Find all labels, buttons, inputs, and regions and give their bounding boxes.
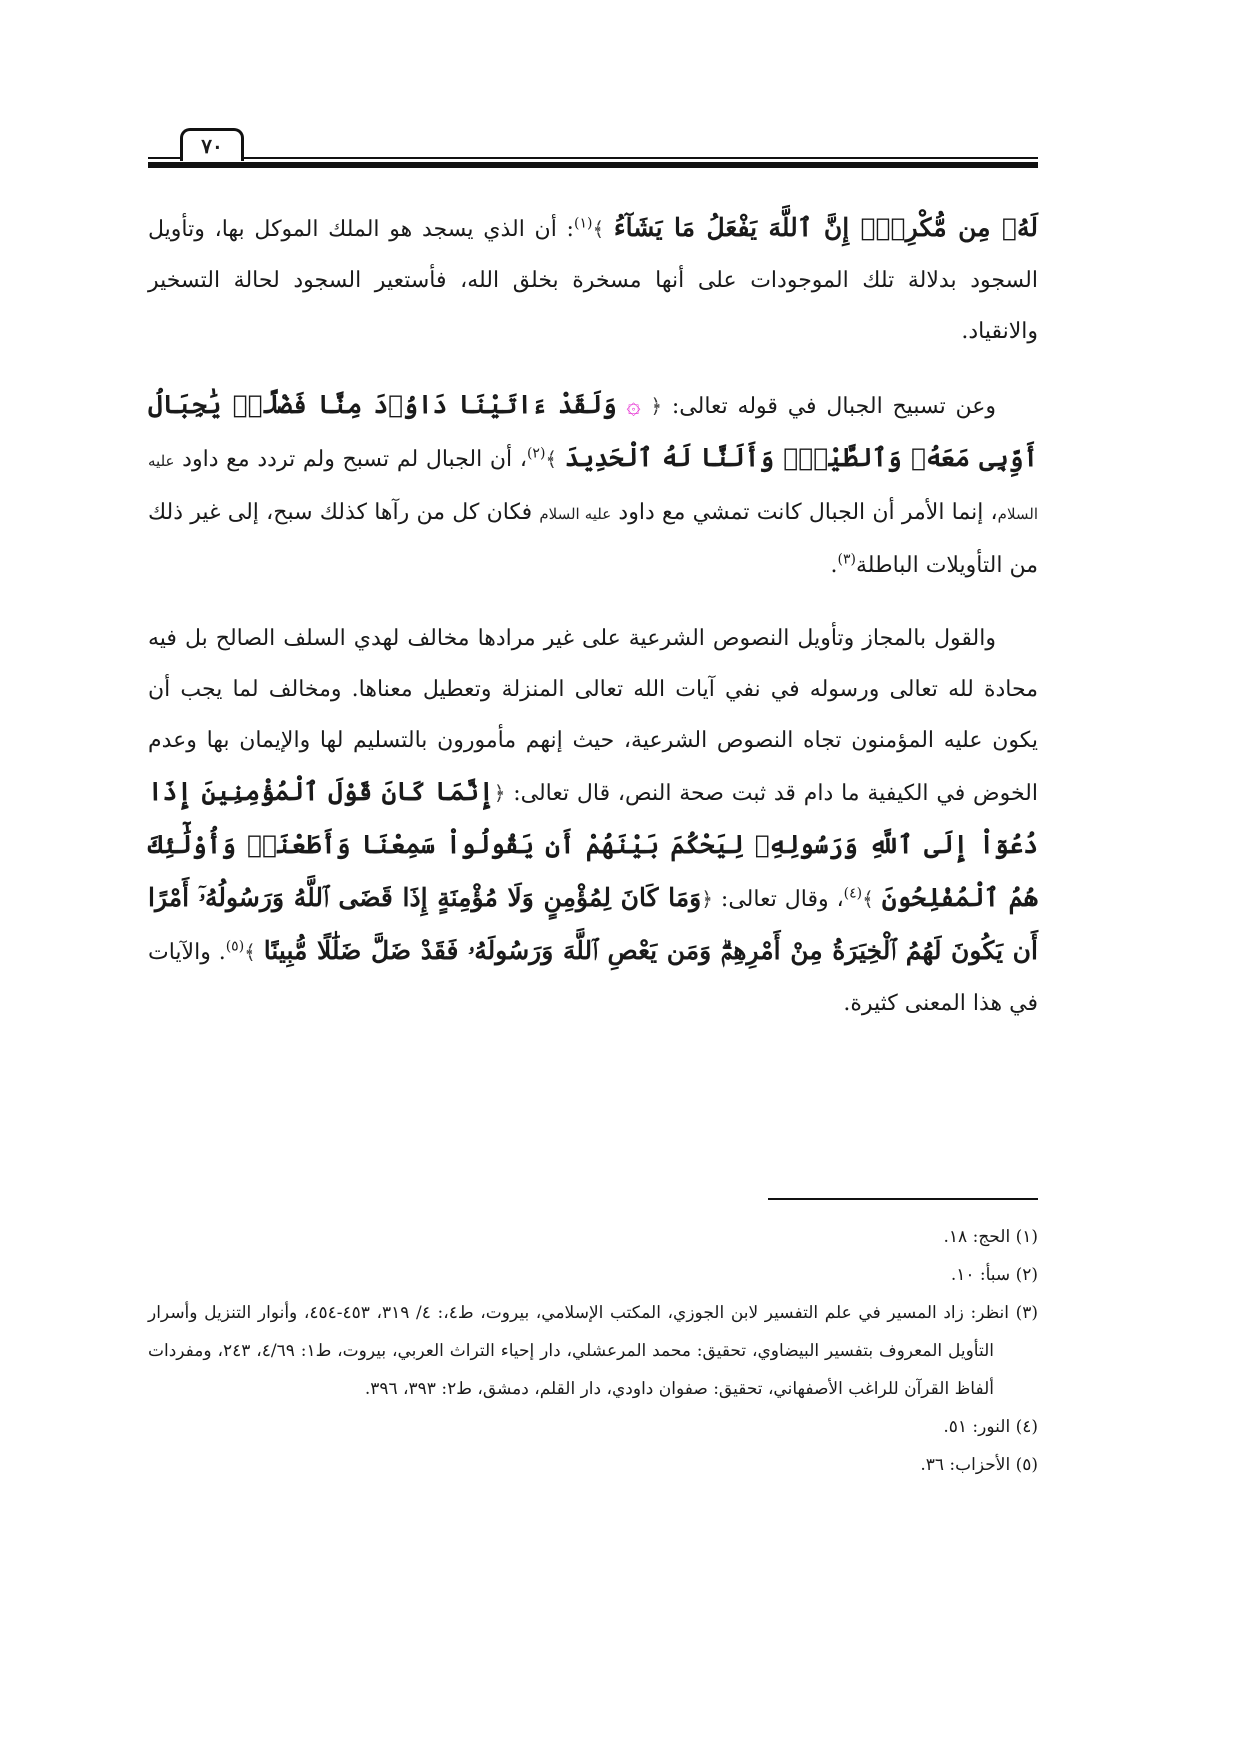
footnotes [148, 1218, 1038, 1484]
quran-verse: إِنَّمَا كَانَ قَوْلَ ٱلْمُؤْمِنِينَ إِذَا دُعُوٓاْ إِلَى ٱللَّهِ وَرَسُولِهِۦ لِيَحْكُمَ بَيْنَهُمْ أَن يَقُولُواْ سَمِعْنَا وَأَطَعْنَاۚ وَأُوْلَٰٓئِكَ هُمُ ٱلْمُفْلِحُونَ [148, 777, 1038, 912]
honorific-glyph: عليه السلام [148, 452, 1039, 523]
footnote-ref: (٤) [843, 885, 863, 902]
paragraph-text: فكان كل من رآها كذلك سبح، إلى غير ذلك من التأويلات الباطلة [148, 500, 1038, 578]
paragraph-3 [148, 613, 1038, 1029]
paragraph-text: وعن تسبيح الجبال في قوله تعالى: [662, 394, 996, 419]
honorific-glyph: عليه السلام [539, 505, 612, 523]
header-rule-thin [148, 157, 1038, 159]
verse-bracket-close: ﴾ [244, 940, 256, 964]
header-rule-thick [148, 162, 1038, 168]
page-header [148, 128, 1038, 168]
footnote: (٤) النور: ٥١. [943, 1417, 1038, 1437]
footnote-separator [768, 1198, 1038, 1200]
verse-bracket-close: ﴾ [862, 887, 874, 911]
paragraph-text: ، أن الجبال لم تسبح ولم تردد مع داود [174, 447, 527, 472]
footnote-ref: (١) [573, 215, 593, 232]
paragraph-1 [148, 202, 1038, 357]
verse-bracket-open: ﴿ [493, 781, 506, 805]
paragraph-text: ، وقال تعالى: [712, 887, 844, 912]
paragraph-text: . [830, 553, 838, 578]
quran-verse: وَمَا كَانَ لِمُؤْمِنٍ وَلَا مُؤْمِنَةٍ إِذَا قَضَى ٱللَّهُ وَرَسُولُهُۥٓ أَمْرًا أَن يَكُونَ لَهُمُ ٱلْخِيَرَةُ مِنْ أَمْرِهِمْۗ وَمَن يَعْصِ ٱللَّهَ وَرَسُولَهُۥ فَقَدْ ضَلَّ ضَلَٰلًا مُّبِينًا [148, 883, 1038, 965]
paragraph-text: ، إنما الأمر أن الجبال كانت تمشي مع داود [611, 500, 998, 525]
paragraph-text: . والآيات في هذا المعنى كثيرة. [148, 940, 1038, 1016]
footnote-ref: (٥) [225, 938, 245, 955]
paragraph-text: : أن الذي يسجد هو الملك الموكل بها، وتأويل السجود بدلالة تلك الموجودات على أنها مسخرة بخلق الله، فأستعير السجود لحالة التسخير والانقياد. [148, 217, 1038, 344]
verse-bracket-open: ﴿ [650, 394, 663, 418]
verse-bracket-close: ﴾ [545, 447, 558, 471]
footnote: (١) الحج: ١٨. [943, 1227, 1038, 1247]
quran-verse: وَلَقَدْ ءَاتَيْنَا دَاوُۥدَ مِنَّا فَضْلًاۖ يَٰجِبَالُ أَوِّبِى مَعَهُۥ وَٱلطَّيْرَۖ وَأَلَنَّا لَهُ ٱلْحَدِيدَ [148, 390, 1038, 472]
page-number: ٧٠ [180, 128, 244, 161]
footnote: (٢) سبأ: ١٠. [950, 1265, 1038, 1285]
main-text [148, 202, 1038, 1051]
footnote-ref: (٢) [526, 445, 546, 462]
footnote-ref: (٣) [837, 551, 856, 568]
paragraph-text: والقول بالمجاز وتأويل النصوص الشرعية على غير مرادها مخالف لهدي السلف الصالح بل فيه محادة لله تعالى ورسوله في نفي آيات الله تعالى المنزلة وتعطيل معناها. ومخالف لما يجب أن يكون عليه المؤمنون تجاه النصوص الشرعية، حيث إنهم مأمورون بالتسليم لها والإيمان بها وعدم الخوض في الكيفية ما دام قد ثبت صحة النص، قال تعالى: [148, 626, 1038, 806]
verse-bracket-close: ﴾ [592, 217, 605, 241]
footnote: (٣) انظر: زاد المسير في علم التفسير لابن الجوزي، المكتب الإسلامي، بيروت، ط٤،: ٤/ ٣١٩، ٤٥٣-٤٥٤، وأنوار التنزيل وأسرار التأويل المعروف بتفسير البيضاوي، تحقيق: محمد المرعشلي، دار إحياء التراث العربي، بيروت، ط١: ٤/٦٩، ٢٤٣، ومفردات ألفاظ القرآن للراغب الأصفهاني، تحقيق: صفوان داودي، دار القلم، دمشق، ط٢: ٣٩٣، ٣٩٦. [148, 1303, 1039, 1399]
paragraph-2 [148, 379, 1038, 591]
verse-bracket-open: ﴿ [701, 887, 713, 911]
hizb-mark-icon: ۞ [626, 391, 641, 419]
quran-verse: لَهُۥ مِن مُّكْرِمٍۚ إِنَّ ٱللَّهَ يَفْعَلُ مَا يَشَآءُ [613, 213, 1038, 242]
footnote: (٥) الأحزاب: ٣٦. [920, 1455, 1038, 1475]
